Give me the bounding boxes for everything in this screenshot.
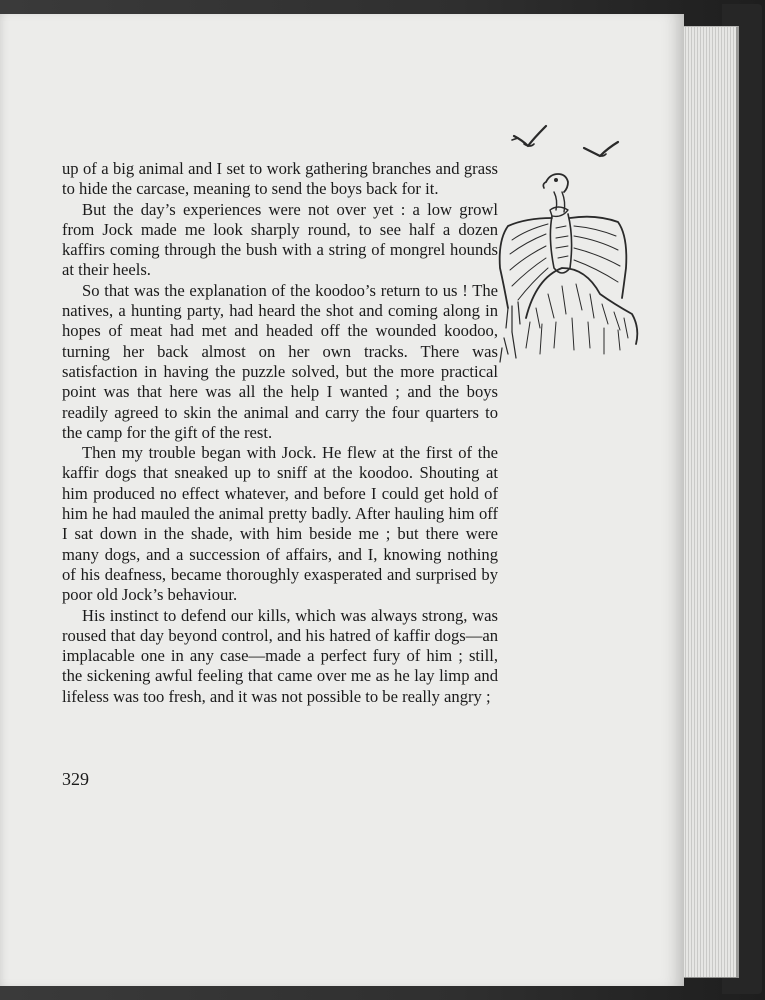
paragraph-4: Then my trouble began with Jock. He flew at the first of the kaffir dogs that sneaked up to sniff at the koodoo. Shouting at him produced no effect whatever, and before I could get hold of him he had mauled the animal pretty badly. After hauling him off I sat down in the shade, with him beside me ; but there were many dogs, and a succession of affairs, and I, knowing nothing of his deafness, became thoroughly exasperated and surprised by poor old Jock’s behaviour. bbox=[62, 443, 498, 605]
vulture-right-wing bbox=[570, 217, 626, 298]
vulture-drawing bbox=[496, 118, 646, 368]
flying-bird-left bbox=[512, 126, 546, 146]
vulture-head bbox=[543, 174, 568, 212]
page-number: 329 bbox=[62, 769, 89, 789]
paragraph-5: His instinct to defend our kills, which was always strong, was roused that day beyond control, and his hatred of kaffir dogs—an implacable one in any case—made a perfect fury of him ; still, the sickening awful feeling that came over me as he lay limp and lifeless was too fresh, and it was not possible to be really angry ; bbox=[62, 605, 498, 706]
body-text bbox=[62, 159, 498, 707]
book-page bbox=[0, 14, 684, 986]
paragraph-1: up of a big animal and I set to work gathering branches and grass to hide the carcase, meaning to send the boys back for it. bbox=[62, 159, 498, 199]
paragraph-3: So that was the explanation of the koodoo’s return to us ! The natives, a hunting party, had heard the shot and coming along in hopes of meat had met and headed off the wounded koodoo, turning her back almost on her own tracks. There was satisfaction in having the puzzle solved, but the more practical point was that here was all the help I wanted ; and the boys readily agreed to skin the animal and carry the four quarters to the camp for the gift of the rest. bbox=[62, 280, 498, 442]
flying-bird-right bbox=[584, 142, 618, 156]
vulture-illustration bbox=[496, 118, 646, 368]
vulture-left-wing bbox=[500, 218, 552, 332]
rock bbox=[500, 268, 637, 362]
paragraph-2: But the day’s experiences were not over yet : a low growl from Jock made me look sharply round, to see half a dozen kaffirs coming through the bush with a string of mongrel hounds at their heels. bbox=[62, 199, 498, 280]
